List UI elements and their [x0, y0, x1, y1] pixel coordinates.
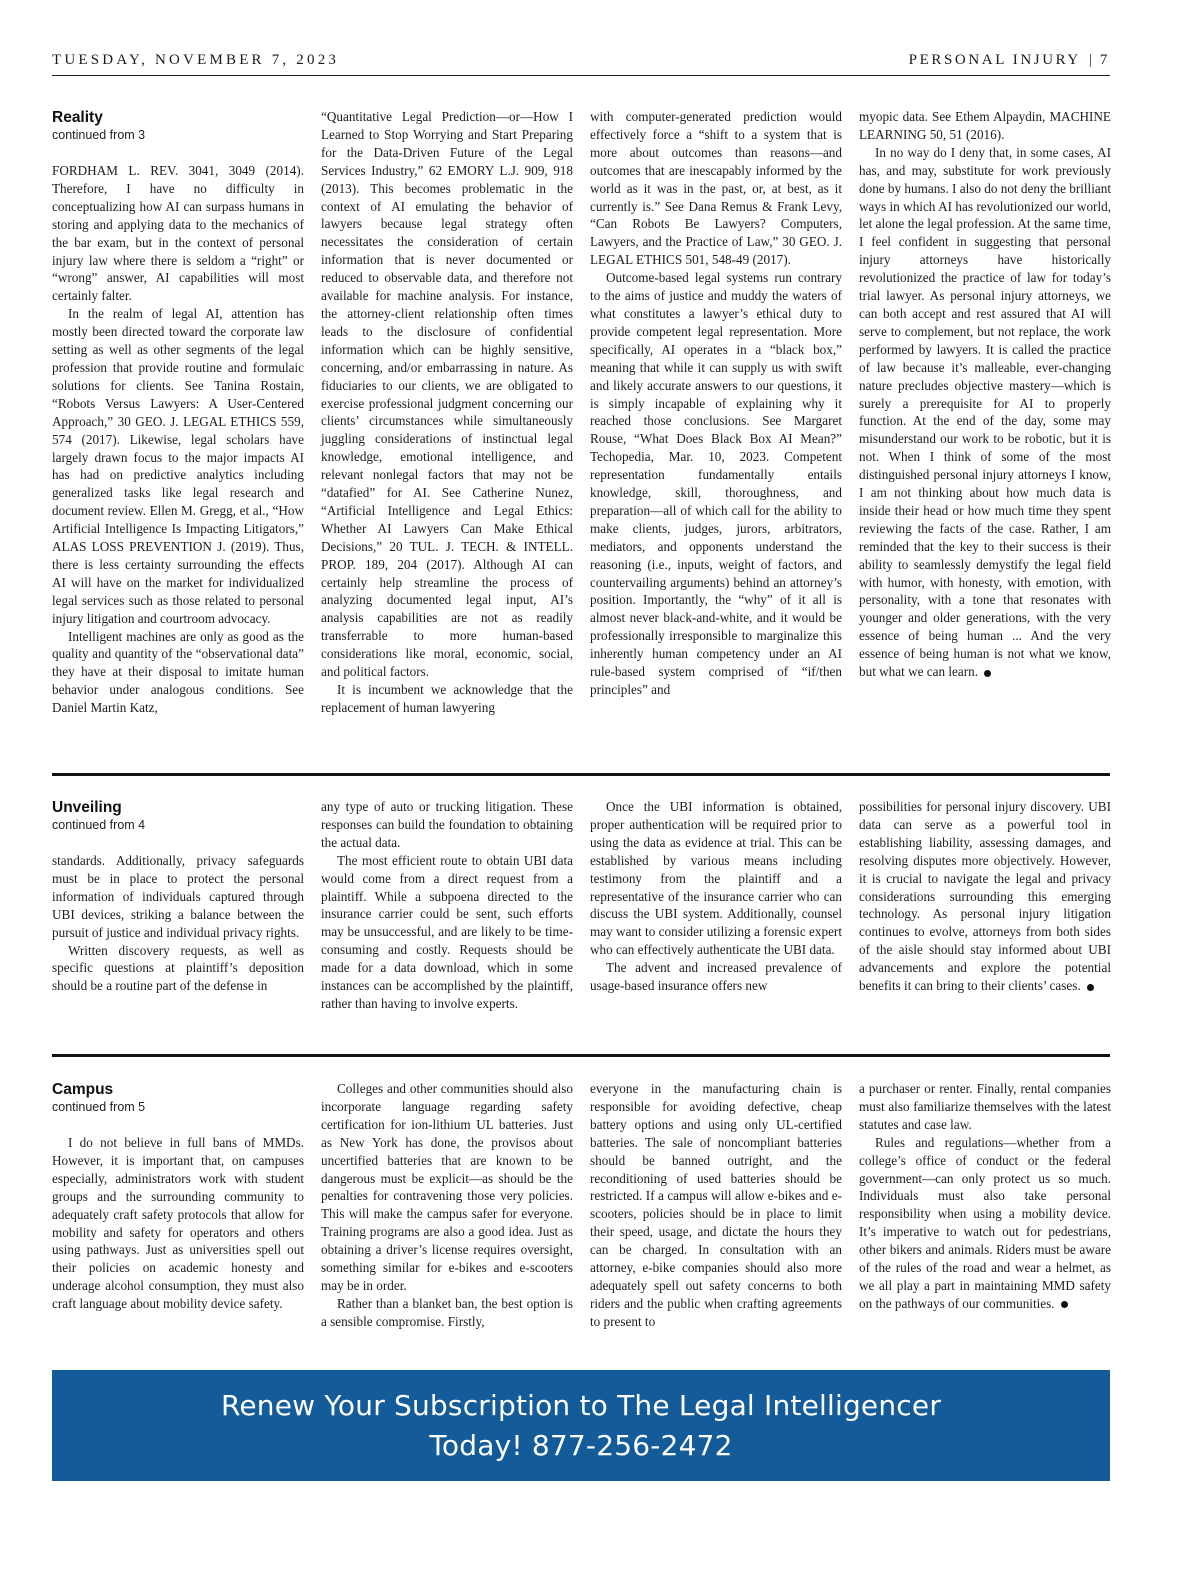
- article-column: [859, 798, 1111, 995]
- paragraph: The advent and increased prevalence of usage-based insurance offers new: [590, 960, 842, 994]
- paragraph: standards. Additionally, privacy safeguards must be in place to protect the personal information of individuals captured through UBI devices, striking a balance between the pursuit of justice and individual privacy rights.: [52, 853, 304, 940]
- article-column: [859, 1080, 1111, 1313]
- separator: |: [1088, 52, 1092, 68]
- paragraph: In the realm of legal AI, attention has mostly been directed toward the corporate law setting as well as other segments of the legal profession that provide routine and formulaic solutions for clients. See Tanina Rostain, “Robots Versus Lawyers: A User-Centered Approach,” 30 GEO. J. LEGAL ETHICS 559, 574 (2017). Likewise, legal scholars have largely drawn focus to the major impacts AI has had on predictive analytics including generalized tasks like legal research and document review. Ellen M. Gregg, et al., “How Artificial Intelligence Is Impacting Litigators,” ALAS LOSS PREVENTION J. (2019). Thus, there is less certainty surrounding the effects AI will have on the market for individualized legal services such as those related to personal injury litigation and courtroom advocacy.: [52, 306, 304, 626]
- paragraph-text: In no way do I deny that, in some cases, AI has, and may, substitute for work previously done by humans. I also do not deny the brilliant ways in which AI has revolutionized our world, let alone the legal profession. At the same time, I feel confident in suggesting that personal injury attorneys have historically revolutionized the practice of law for today’s trial lawyer. As personal injury attorneys, we can both accept and rest assured that AI will serve to complement, but not replace, the work performed by lawyers. It is called the practice of law because it’s malleable, ever-changing nature precludes objective mastery—which is surely a prerequisite for AI to properly function. At the end of the day, some may misunderstand our work to be robotic, but it is not. When I think of some of the most distinguished personal injury attorneys I know, I am not thinking about how much data is inside their head or how much time they spent reviewing the facts of the case. Rather, I am reminded that the key to their success is their ability to seamlessly demystify the legal field with humor, with honesty, with emotion, with personality, with a tone that resonates with younger and older generations, with the very essence of being human ... And the very essence of being human is not what we know, but what we can learn.: [859, 144, 1111, 680]
- banner-line-2: Today! 877-256-2472: [429, 1428, 733, 1462]
- article-title: Unveiling: [52, 799, 122, 816]
- article-column: [590, 798, 842, 995]
- end-of-article-icon: [1087, 984, 1094, 991]
- article-title: Reality: [52, 109, 103, 126]
- article-column: [321, 1080, 573, 1331]
- article-column: [321, 108, 573, 717]
- paragraph: everyone in the manufacturing chain is responsible for avoiding defective, cheap battery options and using only UL-certified batteries. The sale of noncompliant batteries should be banned outright, and the reconditioning of used batteries should be restricted. If a campus will allow e-bikes and e-scooters, policies should be in place to limit their speed, usage, and dictate the hours they can be charged. In consultation with an attorney, e-bike companies should also more adequately spell out safety concerns to both riders and the public when crafting agreements to present to: [590, 1081, 842, 1329]
- continued-from-label: continued from 3: [52, 128, 146, 142]
- article-column: [52, 1080, 304, 1313]
- paragraph: Rather than a blanket ban, the best option is a sensible compromise. Firstly,: [321, 1295, 573, 1329]
- paragraph: a purchaser or renter. Finally, rental companies must also familiarize themselves with the latest statutes and case law.: [859, 1081, 1111, 1132]
- paragraph: The most efficient route to obtain UBI data would come from a direct request from a plaintiff. While a subpoena directed to the insurance carrier could be sent, such efforts may be unsuccessful, and are likely to be time-consuming and costly. Requests should be made for a data download, which in some instances can be accomplished by the plaintiff, rather than having to involve experts.: [321, 852, 573, 1011]
- article-column: [859, 108, 1111, 681]
- subscription-banner[interactable]: [52, 1370, 1110, 1481]
- paragraph-text: Rules and regulations—whether from a college’s office of conduct or the federal government—can only protect us so much. Individuals must also take personal responsibility when using a mobility device. It’s imperative to watch out for pedestrians, other bikers and animals. Riders must be aware of the rules of the road and wear a helmet, as we all play a part in maintaining MMD safety on the pathways of our communities.: [859, 1134, 1111, 1311]
- continued-from-label: continued from 5: [52, 1100, 146, 1114]
- section-page-label: [909, 52, 1110, 69]
- article-campus: [52, 1080, 1110, 1350]
- paragraph: any type of auto or trucking litigation. These responses can build the foundation to obtaining the actual data.: [321, 799, 573, 850]
- paragraph: myopic data. See Ethem Alpaydin, MACHINE LEARNING 50, 51 (2016).: [859, 109, 1111, 142]
- paragraph: Colleges and other communities should also incorporate language regarding safety certification for ion-lithium UL batteries. Just as New York has done, the provisos about uncertified batteries that are known to be dangerous must be explicit—as should be the penalties for contravening those very policies. This will make the campus safer for everyone. Training programs are also a good idea. Just as obtaining a driver’s license requires oversight, something similar for e-bikes and e-scooters may be in order.: [321, 1081, 573, 1293]
- paragraph: with computer-generated prediction would effectively force a “shift to a system that is more about outcomes than reasons—and outcomes that are inescapably informed by the world as it was in the past, or, at best, as it currently is.” See Dana Remus & Frank Levy, “Can Robots Be Lawyers? Computers, Lawyers, and the Practice of Law,” 30 GEO. J. LEGAL ETHICS 501, 548-49 (2017).: [590, 109, 842, 268]
- paragraph-text: possibilities for personal injury discovery. UBI data can serve as a powerful tool in establishing liability, assessing damages, and resolving disputes more objectively. However, it is crucial to navigate the legal and privacy considerations surrounding this emerging technology. As personal injury litigation continues to evolve, attorneys from both sides of the aisle should stay informed about UBI advancements and explore the potential benefits it can bring to their clients’ cases.: [859, 799, 1111, 994]
- end-of-article-icon: [984, 670, 991, 677]
- continued-from-label: continued from 4: [52, 818, 146, 832]
- paragraph: It is incumbent we acknowledge that the replacement of human lawyering: [321, 682, 573, 715]
- article-column: [321, 798, 573, 1013]
- article-column: [52, 108, 304, 717]
- paragraph: [859, 798, 1111, 995]
- section-divider: [52, 1054, 1110, 1057]
- article-column: [590, 108, 842, 699]
- end-of-article-icon: [1061, 1301, 1068, 1308]
- masthead: [52, 52, 1110, 76]
- issue-date: TUESDAY, NOVEMBER 7, 2023: [52, 52, 340, 68]
- paragraph: [859, 1134, 1111, 1313]
- page-number: 7: [1099, 52, 1110, 68]
- article-column: [52, 798, 304, 995]
- paragraph: I do not believe in full bans of MMDs. However, it is important that, on campuses especially, administrators work with student groups and the surrounding community to adequately craft safety protocols that allow for mobility and safety for operators and others using pathways. Just as universities spell out their policies on academic honesty and underage alcohol consumption, they must also craft language about mobility device safety.: [52, 1135, 304, 1312]
- article-unveiling: [52, 798, 1110, 1034]
- paragraph: “Quantitative Legal Prediction—or—How I Learned to Stop Worrying and Start Preparing for the Data-Driven Future of the Legal Services Industry,” 62 EMORY L.J. 909, 918 (2013). This becomes problematic in the context of AI emulating the behavior of lawyers because legal strategy often necessitates the consideration of certain information that is never documented or reduced to observable data, and therefore not available for machine analysis. For instance, the attorney-client relationship often times leads to the disclosure of confidential information which can be highly sensitive, concerning, and/or embarrassing in nature. As fiduciaries to our clients, we are obligated to exercise professional judgment concerning our clients’ circumstances while simultaneously juggling considerations of instinctual legal knowledge, emotional intelligence, and relevant nonlegal factors that may not be “datafied” for AI. See Catherine Nunez, “Artificial Intelligence and Legal Ethics: Whether AI Lawyers Can Make Ethical Decisions,” 20 TUL. J. TECH. & INTELL. PROP. 189, 204 (2017). Although AI can certainly help streamline the process of analyzing documented legal input, AI’s analysis capabilities are not as readily transferrable to more human-based considerations like moral, economic, social, and political factors.: [321, 109, 573, 680]
- paragraph: Outcome-based legal systems run contrary to the aims of justice and muddy the waters of what constitutes a lawyer’s ethical duty to provide competent legal representation. More specifically, AI operates in a “black box,” meaning that while it can supply us with swift and likely accurate answers to our questions, it is simply incapable of explaining why it reached those conclusions. See Margaret Rouse, “What Does Black Box AI Mean?” Techopedia, Mar. 10, 2023. Competent representation fundamentally entails knowledge, skill, thoroughness, and preparation—all of which call for the ability to make clients, judges, jurors, arbitrators, mediators, and opponents understand the reasoning (i.e., inputs, weight of factors, and countervailing arguments) behind an attorney’s position. Importantly, the “why” of it all is almost never black-and-white, and it would be professionally irresponsible to marginalize this inherently human competency under an AI rule-based system comprised of “if/then principles” and: [590, 270, 842, 697]
- paragraph: FORDHAM L. REV. 3041, 3049 (2014). Therefore, I have no difficulty in conceptualizing how AI can surpass humans in storing and applying data to the mechanics of the bar exam, but in the context of personal injury law where there is seldom a “right” or “wrong” answer, AI capabilities will most certainly falter.: [52, 163, 304, 304]
- article-reality: [52, 108, 1110, 756]
- section-name: PERSONAL INJURY: [908, 52, 1081, 68]
- article-title: Campus: [52, 1081, 114, 1098]
- banner-line-1: Renew Your Subscription to The Legal Intelligencer: [220, 1388, 942, 1422]
- article-column: [590, 1080, 842, 1331]
- paragraph: [859, 144, 1111, 681]
- paragraph: Intelligent machines are only as good as the quality and quantity of the “observational data” they have at their disposal to imitate human behavior under analogous conditions. See Daniel Martin Katz,: [52, 628, 304, 716]
- paragraph: Once the UBI information is obtained, proper authentication will be required prior to using the data as evidence at trial. This can be established by various means including testimony from the plaintiff and a representative of the insurance carrier who can discuss the UBI system. Additionally, counsel may want to consider utilizing a forensic expert who can effectively authenticate the UBI data.: [590, 799, 842, 958]
- paragraph: Written discovery requests, as well as specific questions at plaintiff’s deposition should be a routine part of the defense in: [52, 942, 304, 994]
- section-divider: [52, 773, 1110, 776]
